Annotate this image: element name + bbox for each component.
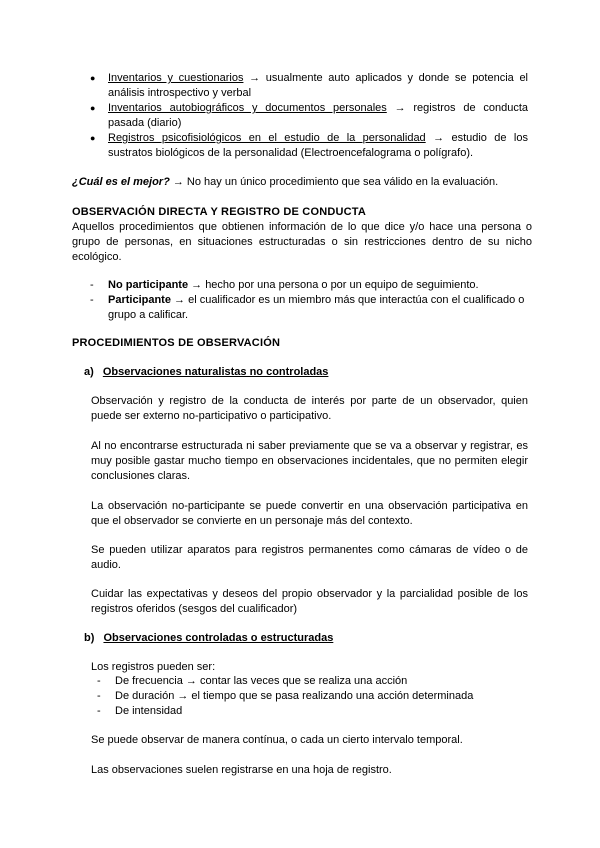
best-answer: → No hay un único procedimiento que sea válido en la evaluación. [169, 176, 499, 188]
dash-icon: - [90, 279, 94, 291]
observacion-item-text [108, 278, 530, 293]
subsection-title: Observaciones naturalistas no controladas [102, 366, 329, 378]
item-term: No participante [108, 279, 189, 291]
paragraph: Cuidar las expectativas y deseos del propio observador y la parcialidad posible de los registros oferidos (sesgos del cualificador) [91, 588, 528, 615]
paragraph: La observación no-participante se puede convertir en una observación participativa en que el observador se convierte en un personaje más del contexto. [91, 500, 528, 527]
bullet-term: Inventarios y cuestionarios [108, 72, 244, 84]
bullet-desc: → usualmente auto aplicados y donde se potencia el análisis introspectivo y verbal [108, 72, 529, 99]
bullet-item [90, 101, 528, 131]
bullet-item [90, 131, 528, 161]
bullet-text [108, 71, 528, 101]
paragraph: Se puede observar de manera contínua, o cada un cierto intervalo temporal. [91, 734, 463, 746]
dash-icon: - [97, 690, 101, 702]
bullet-text [108, 131, 528, 161]
observacion-item-text [108, 293, 530, 323]
bullet-text [108, 101, 528, 131]
bullet-term: Registros psicofisiológicos en el estudio de la personalidad [108, 132, 426, 144]
list-item-text: De frecuencia → contar las veces que se realiza una acción [115, 675, 408, 687]
paragraph: Se pueden utilizar aparatos para registros permanentes como cámaras de vídeo o de audio. [91, 544, 528, 571]
paragraph: Las observaciones suelen registrarse en una hoja de registro. [91, 764, 392, 776]
bullet-item [90, 71, 528, 101]
bullet-icon: ● [90, 103, 96, 113]
dash-icon: - [97, 705, 101, 717]
observacion-body: Aquellos procedimientos que obtienen información de lo que dice y/o hace una persona o grupo de personas, en situaciones estructuradas o sin restricciones dentro de su nicho ecológico. [72, 221, 532, 263]
dash-icon: - [97, 675, 101, 687]
section-heading-procedimientos: PROCEDIMIENTOS DE OBSERVACIÓN [72, 337, 281, 349]
bullet-term: Inventarios autobiográficos y documentos personales [108, 102, 387, 114]
item-term: Participante [108, 294, 171, 306]
bullet-desc: → estudio de los sustratos biológicos de la personalidad (Electroencefalograma o polígrafo). [108, 132, 528, 159]
list-item-text: De duración → el tiempo que se pasa realizando una acción determinada [115, 690, 474, 702]
subsection-b-heading [84, 631, 524, 646]
item-desc: → el cualificador es un miembro más que interactúa con el cualificado o grupo a calificar. [108, 294, 525, 321]
paragraph: Observación y registro de la conducta de interés por parte de un observador, quien puede ser externo no-participativo o participativo. [91, 395, 528, 422]
list-item-text: De intensidad [115, 705, 183, 717]
item-desc: → hecho por una persona o por un equipo de seguimiento. [188, 279, 479, 291]
bullet-desc: → registros de conducta pasada (diario) [108, 102, 528, 129]
subsection-title: Observaciones controladas o estructuradas [103, 632, 334, 644]
best-question: ¿Cuál es el mejor? [72, 176, 170, 188]
dash-icon: - [90, 294, 94, 306]
paragraph: Al no encontrarse estructurada ni saber previamente que se va a observar y registrar, es muy posible gastar mucho tiempo en observaciones incidentales, que no permiten elegir conclusiones claras. [91, 440, 528, 482]
best-question-line [72, 175, 532, 190]
subsection-a-heading [84, 365, 524, 380]
section-heading-observacion: OBSERVACIÓN DIRECTA Y REGISTRO DE CONDUCTA [72, 206, 367, 218]
bullet-icon: ● [90, 133, 96, 143]
bullet-icon: ● [90, 73, 96, 83]
subsection-letter: b) [84, 632, 95, 644]
b-intro: Los registros pueden ser: [91, 661, 216, 673]
subsection-letter: a) [84, 366, 94, 378]
